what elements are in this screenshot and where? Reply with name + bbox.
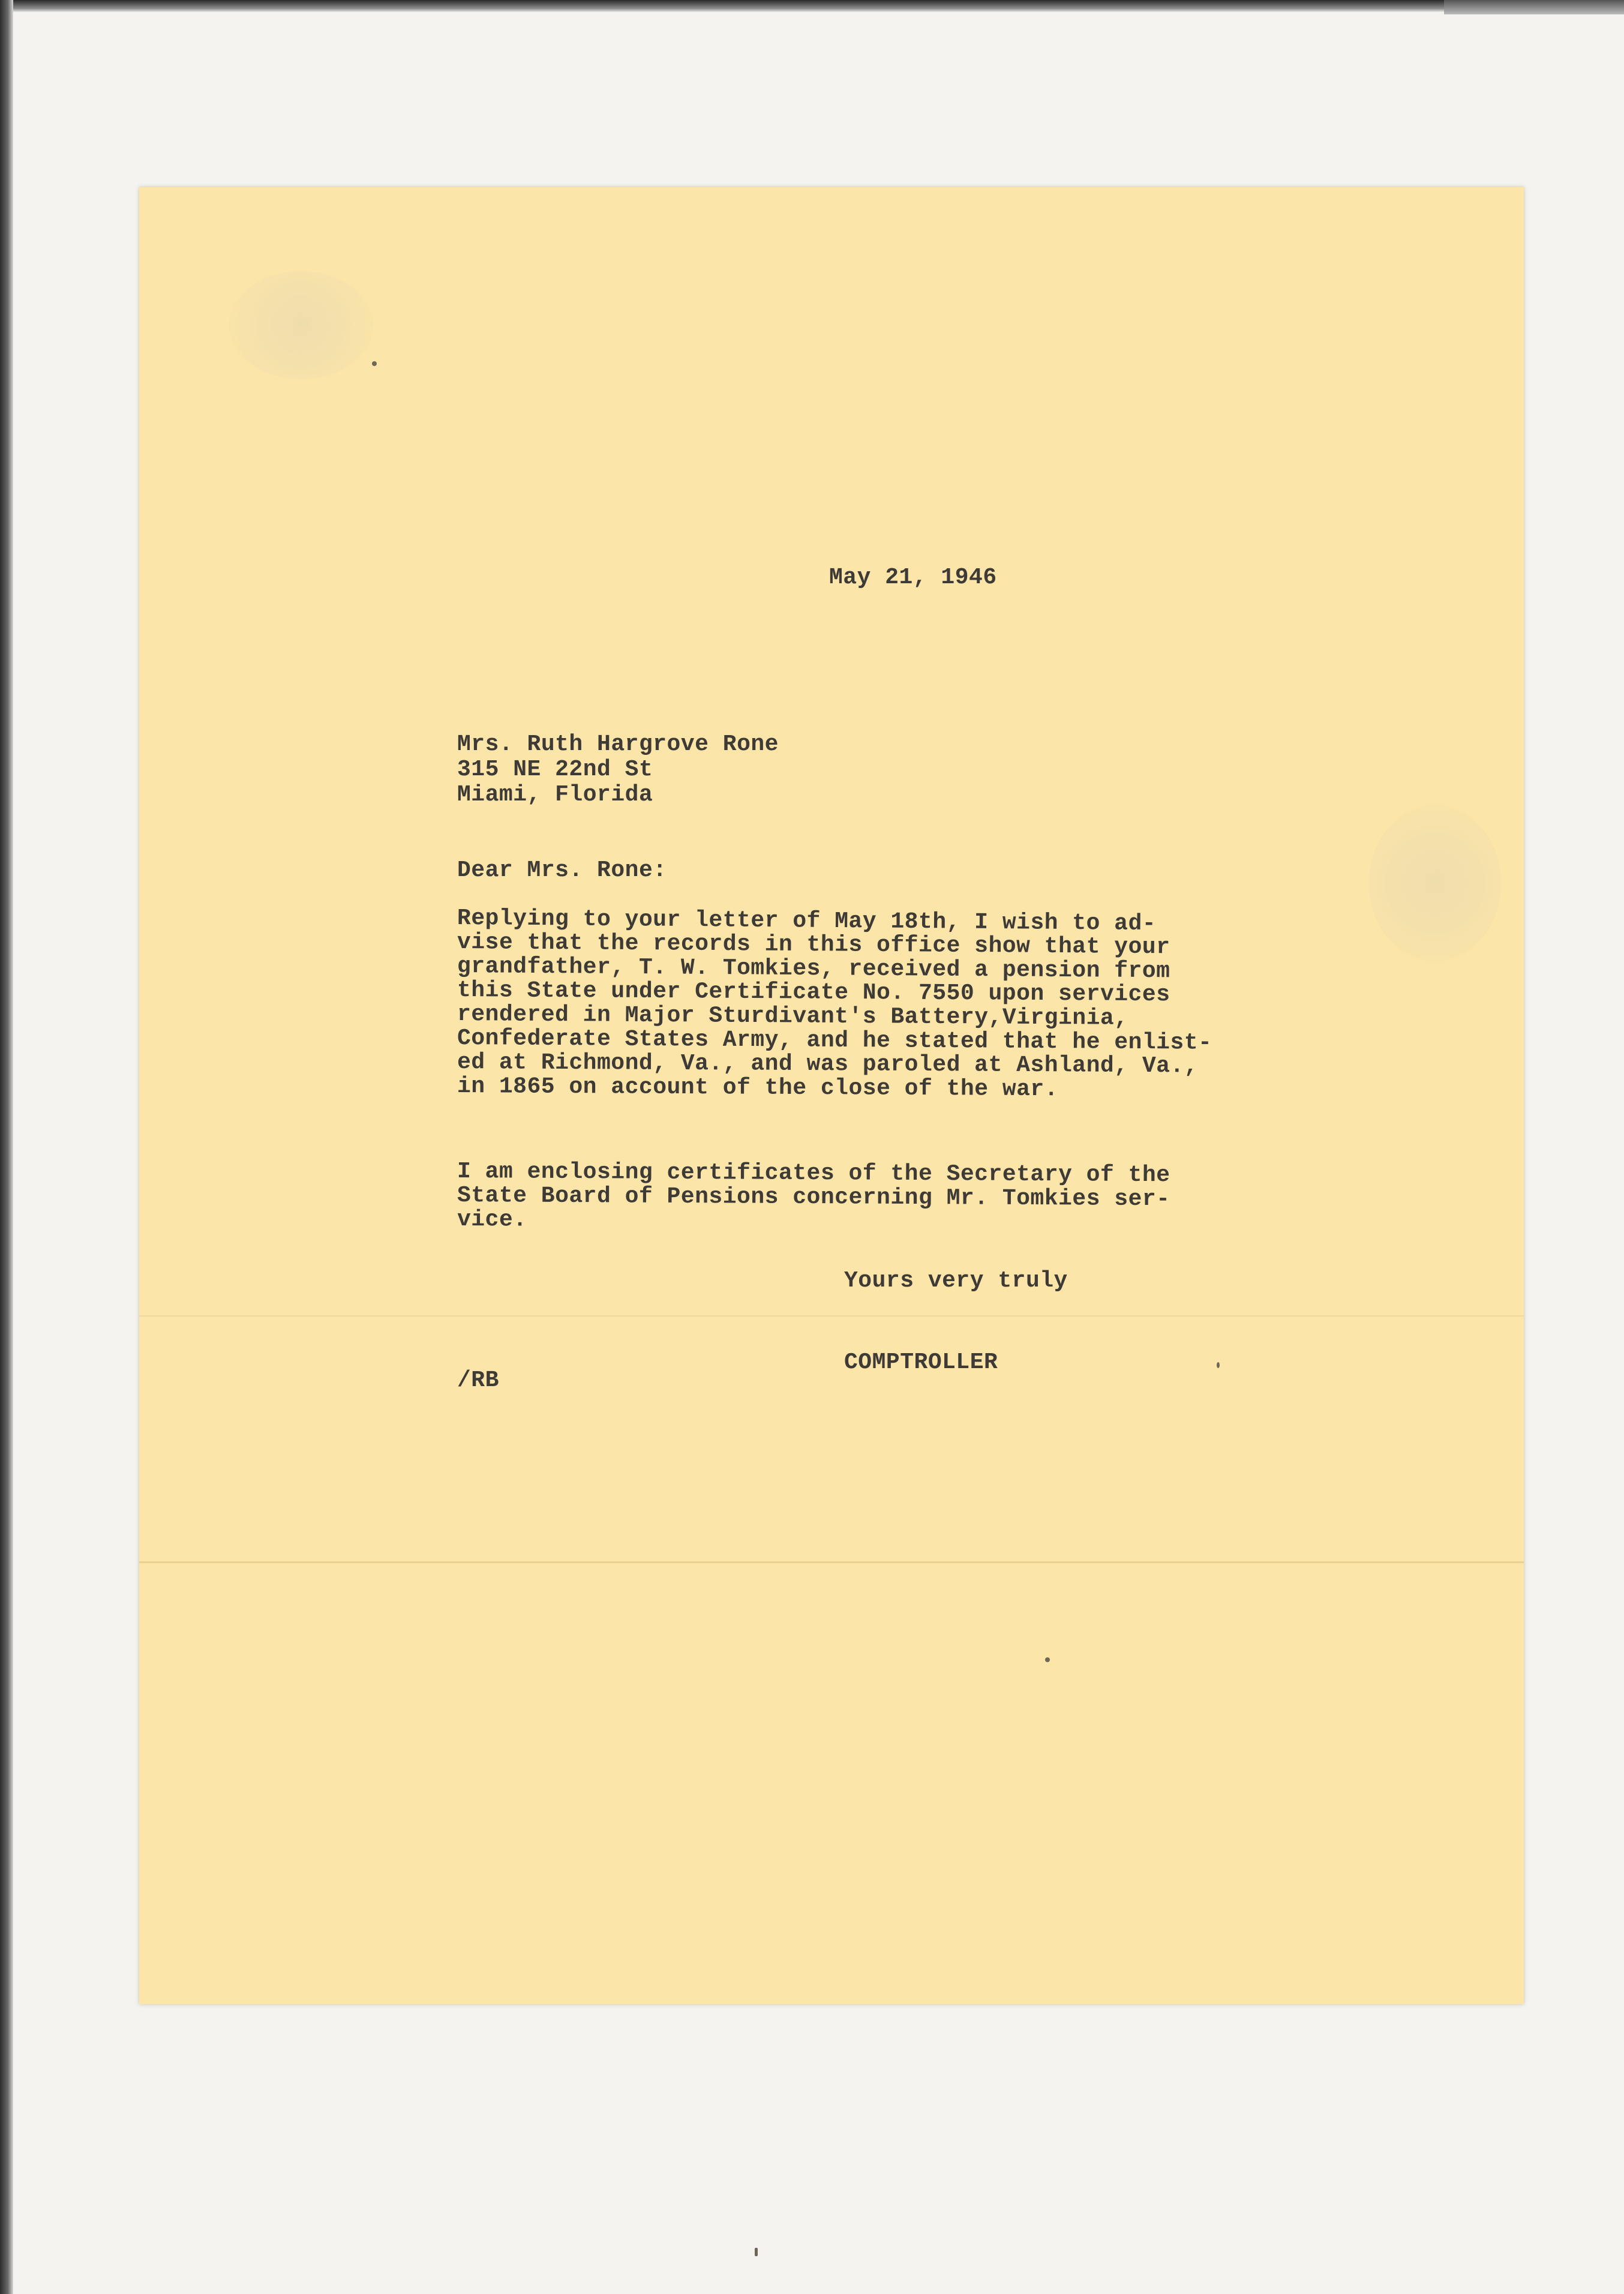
scan-top-right-mark (1444, 0, 1624, 14)
fold-crease (139, 1561, 1524, 1563)
letter-sheet (139, 187, 1524, 2004)
body-paragraph-2 (457, 1159, 1170, 1231)
paper-speck (1217, 1362, 1220, 1368)
body-line: vice. (457, 1207, 527, 1233)
scan-top-edge (0, 0, 1624, 12)
typist-initials: /RB (457, 1368, 499, 1393)
body-line: rendered in Major Sturdivant's Battery,Virginia, (457, 1001, 1128, 1031)
recipient-city: Miami, Florida (457, 782, 653, 808)
body-line: I am enclosing certificates of the Secretary of the (457, 1159, 1170, 1189)
paper-speck (372, 361, 377, 366)
letter-date: May 21, 1946 (829, 565, 997, 590)
body-line: ed at Richmond, Va., and was paroled at Ashland, Va., (457, 1049, 1199, 1079)
body-line: vise that the records in this office show that your (457, 929, 1170, 961)
paper-stain (1369, 805, 1501, 961)
recipient-street: 315 NE 22nd St (457, 757, 653, 782)
paper-speck (1045, 1657, 1050, 1662)
scan-left-edge (0, 0, 13, 2294)
body-paragraph-1 (457, 905, 1212, 1103)
body-line: in 1865 on account of the close of the war. (457, 1073, 1059, 1103)
body-line: Replying to your letter of May 18th, I wish to ad- (457, 905, 1157, 937)
body-line: State Board of Pensions concerning Mr. Tomkies ser- (457, 1183, 1170, 1213)
body-line: Confederate States Army, and he stated that he enlist- (457, 1025, 1212, 1056)
fold-crease (139, 1315, 1524, 1317)
body-line: grandfather, T. W. Tomkies, received a pension from (457, 953, 1170, 985)
scan-speck (755, 2248, 758, 2256)
paper-stain (229, 271, 373, 379)
body-line: this State under Certificate No. 7550 upon services (457, 977, 1170, 1008)
salutation: Dear Mrs. Rone: (457, 857, 667, 883)
recipient-address (457, 732, 779, 808)
recipient-name: Mrs. Ruth Hargrove Rone (457, 731, 779, 757)
closing: Yours very truly (844, 1268, 1068, 1294)
signature-title: COMPTROLLER (844, 1350, 998, 1375)
